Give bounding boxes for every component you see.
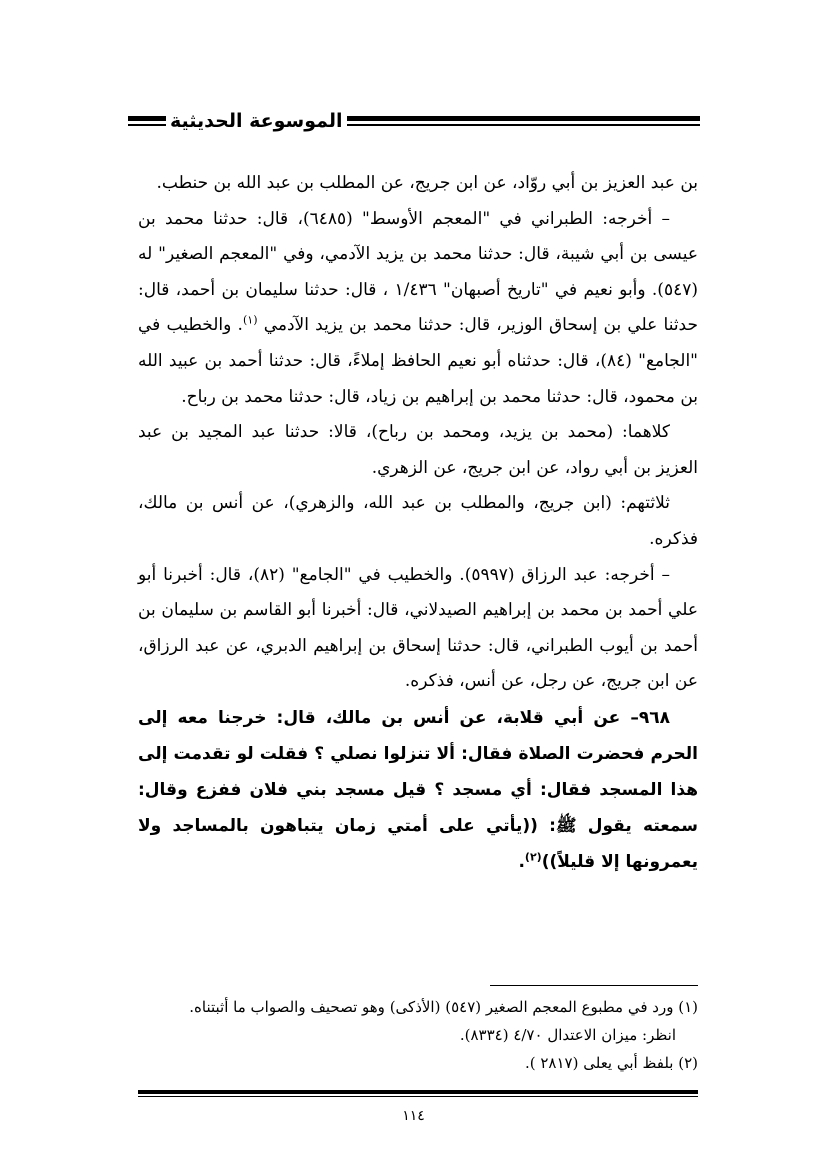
- hadith-text: ٩٦٨– عن أبي قلابة، عن أنس بن مالك، قال: خرجنا معه إلى الحرم فحضرت الصلاة فقال: ألا تنزلوا نصلي ؟ فقلت لو تقدمت إلى هذا المسجد فقال: أي مسجد ؟ قيل مسجد بني فلان ففزع وقال: سمعته يقول ﷺ: ((يأتي على أمتي زمان يتباهون بالمساجد ولا يعمرونها إلا قليلاً))$^{(٢)}$.: [138, 707, 698, 872]
- paragraph: كلاهما: (محمد بن يزيد، ومحمد بن رباح)، قالا: حدثنا عبد المجيد بن عبد العزيز بن أبي رواد، عن ابن جريج، عن الزهري.: [138, 422, 698, 478]
- paragraph: ثلاثتهم: (ابن جريج، والمطلب بن عبد الله، والزهري)، عن أنس بن مالك، فذكره.: [138, 493, 698, 549]
- footnotes: [138, 993, 698, 1077]
- footer-rule: [138, 1090, 698, 1098]
- header-title: الموسوعة الحديثية: [166, 106, 347, 136]
- footnote: (١) ورد في مطبوع المعجم الصغير (٥٤٧) (الأذكى) وهو تصحيف والصواب ما أثبتناه.: [189, 998, 698, 1016]
- footnote: (٢) بلفظ أبي يعلى (٢٨١٧ ).: [524, 1054, 698, 1072]
- main-text: [138, 166, 698, 880]
- footnote-ref: (٢): [524, 850, 542, 864]
- footnote-ref: (١): [242, 313, 258, 327]
- paragraph: – أخرجه: عبد الرزاق (٥٩٩٧). والخطيب في "الجامع" (٨٢)، قال: أخبرنا أبو علي أحمد بن محمد بن إبراهيم الصيدلاني، قال: أخبرنا أبو القاسم بن سليمان بن أحمد بن أيوب الطبراني، قال: حدثنا إسحاق بن إبراهيم الدبري، عن عبد الرزاق، عن ابن جريج، عن رجل، عن أنس، فذكره.: [138, 564, 698, 692]
- paragraph: بن عبد العزيز بن أبي روّاد، عن ابن جريج، عن المطلب بن عبد الله بن حنطب.: [156, 173, 698, 193]
- paragraph: – أخرجه: الطبراني في "المعجم الأوسط" (٦٤٨٥)، قال: حدثنا محمد بن عيسى بن أبي شيبة، قال: حدثنا محمد بن يزيد الآدمي، وفي "المعجم الصغير" له (٥٤٧). وأبو نعيم في "تاريخ أصبهان" ١/٤٣٦ ، قال: حدثنا سليمان بن أحمد، قال: حدثنا علي بن إسحاق الوزير، قال: حدثنا محمد بن يزيد الآدمي $^{(١)}$. والخطيب في "الجامع" (٨٤)، قال: حدثناه أبو نعيم الحافظ إملاءً، قال: حدثنا أحمد بن عبيد الله بن محمود، قال: حدثنا محمد بن إبراهيم بن زياد، قال: حدثنا محمد بن رباح.: [138, 208, 698, 407]
- footnote-separator: [490, 985, 698, 986]
- running-header: [128, 106, 700, 140]
- footnote: انظر: ميزان الاعتدال ٤/٧٠ (٨٣٣٤).: [459, 1026, 676, 1044]
- page-number: ١١٤: [402, 1108, 425, 1124]
